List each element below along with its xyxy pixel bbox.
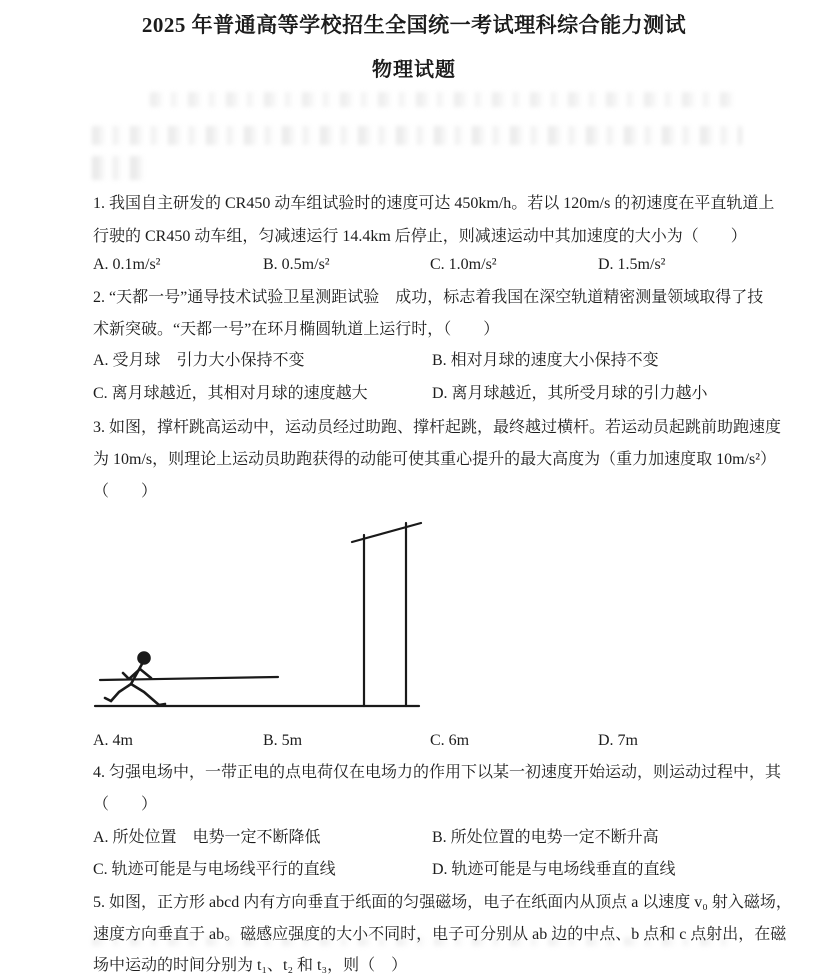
q5-text-line-2: 速度方向垂直于 ab。磁感应强度的大小不同时，电子可分别从 ab 边的中点、b 点和 c 点射出，在磁 <box>93 926 787 943</box>
q2-text-line-2: 术新突破。“天都一号”在环月椭圆轨道上运行时，（ ） <box>93 321 500 338</box>
q4-text-line-1: 4. 匀强电场中，一带正电的点电荷仅在电场力的作用下以某一初速度开始运动，则运动过程中，其 <box>93 764 782 781</box>
q1-text-line-2: 行驶的 CR450 动车组，匀减速运行 14.4km 后停止，则减速运动中其加速度的大小为（ ） <box>93 228 747 245</box>
q5-text-line-1: 5. 如图，正方形 abcd 内有方向垂直于纸面的匀强磁场，电子在纸面内从顶点 a 以速度 v₀ 射入磁场， <box>93 894 792 911</box>
q3-option-d: D. 7m <box>598 732 638 749</box>
q3-text-line-3: （ ） <box>93 483 158 500</box>
q5-text-line-3: 场中运动的时间分别为 t₁、t₂ 和 t₃，则（ ） <box>93 957 408 974</box>
faded-text-remnant <box>150 92 740 107</box>
q4-option-d: D. 轨迹可能是与电场线垂直的直线 <box>432 861 676 878</box>
q2-option-d: D. 离月球越近，其所受月球的引力越小 <box>432 385 708 402</box>
q1-option-d: D. 1.5m/s² <box>598 256 666 273</box>
q3-option-b: B. 5m <box>263 732 303 749</box>
q1-option-c: C. 1.0m/s² <box>430 256 497 273</box>
q3-text-line-2: 为 10m/s，则理论上运动员助跑获得的动能可使其重心提升的最大高度为（重力加速度取 10m/s²） <box>93 451 777 468</box>
q1-text-line-1: 1. 我国自主研发的 CR450 动车组试验时的速度可达 450km/h。若以 120m/s 的初速度在平直轨道上 <box>93 195 775 212</box>
q2-text-line-1: 2. “天都一号”通导技术试验卫星测距试验 成功，标志着我国在深空轨道精密测量领域取得了技 <box>93 289 764 306</box>
q2-option-a: A. 受月球 引力大小保持不变 <box>93 352 305 369</box>
q2-option-c: C. 离月球越近，其相对月球的速度越大 <box>93 385 368 402</box>
q3-option-a: A. 4m <box>93 732 133 749</box>
faded-text-remnant <box>92 156 150 180</box>
q3-text-line-1: 3. 如图，撑杆跳高运动中，运动员经过助跑、撑杆起跳，最终越过横杆。若运动员起跳前助跑速度 <box>93 419 782 436</box>
q4-option-b: B. 所处位置的电势一定不断升高 <box>432 829 659 846</box>
q1-option-b: B. 0.5m/s² <box>263 256 330 273</box>
crossbar <box>352 523 421 542</box>
q4-text-line-2: （ ） <box>93 796 158 813</box>
q2-option-b: B. 相对月球的速度大小保持不变 <box>432 352 659 369</box>
q1-option-a: A. 0.1m/s² <box>93 256 161 273</box>
page-title: 2025 年普通高等学校招生全国统一考试理科综合能力测试 <box>141 13 687 37</box>
faded-text-remnant <box>92 126 742 145</box>
q4-option-c: C. 轨迹可能是与电场线平行的直线 <box>93 861 336 878</box>
page-subtitle: 物理试题 <box>372 59 456 81</box>
pole-vault-figure <box>90 515 430 715</box>
q3-option-c: C. 6m <box>430 732 470 749</box>
q4-option-a: A. 所处位置 电势一定不断降低 <box>93 829 321 846</box>
